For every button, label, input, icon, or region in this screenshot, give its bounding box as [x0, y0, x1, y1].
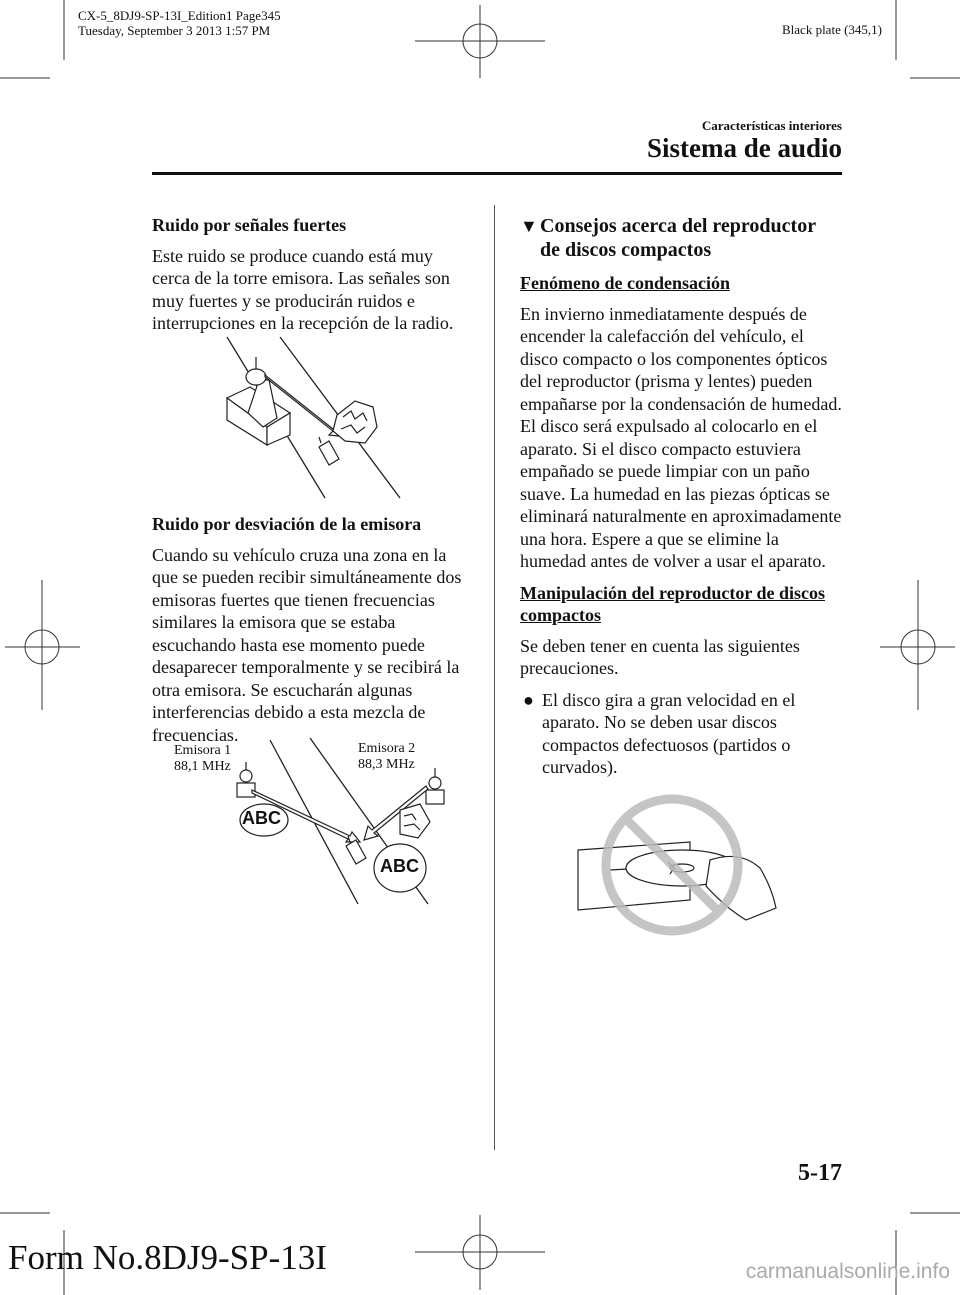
paragraph-strong-signal: Este ruido se produce cuando está muy cerca de la torre emisora. Las señales son muy fuertes y se producirán ruidos e interrupciones en la recepción de la radio. [152, 245, 454, 333]
car-icon [319, 437, 339, 465]
print-file-info: CX-5_8DJ9-SP-13I_Edition1 Page345 [78, 8, 281, 23]
figure-strong-signal-noise [215, 335, 415, 500]
precautions-list [520, 689, 842, 779]
paragraph-cd-handling: Se deben tener en cuenta las siguientes precauciones. [520, 635, 800, 678]
page-number: 5-17 [798, 1160, 842, 1186]
form-number: Form No.8DJ9-SP-13I [8, 1238, 327, 1277]
tower-2-icon [426, 768, 444, 804]
column-divider [494, 205, 495, 1150]
figure-station-drift [160, 738, 460, 908]
station-2-label: Emisora 2 88,3 MHz [358, 741, 416, 772]
noise-icon [333, 401, 377, 443]
subheading-station-drift: Ruido por desviación de la emisora [152, 514, 422, 534]
list-item: ● El disco gira a gran velocidad en el aparato. No se deben usar discos compactos defectuosos (partidos o curvados). [523, 689, 796, 777]
right-column [520, 214, 842, 779]
paragraph-station-drift: Cuando su vehículo cruza una zona en la que se pueden recibir simultáneamente dos emisoras fuertes que tienen frecuencias similares la emisora que se estaba escuchando hasta ese momento puede desaparecer temporalmente y se recibirá la otra emisora. Se escucharán algunas interferencias debido a esta mezcla de frecuencias. [152, 544, 462, 745]
bullet-icon: ● [523, 689, 534, 710]
section-name: Características interiores [701, 118, 842, 133]
subheading-cd-handling: Manipulación del reproductor de discos compactos [520, 582, 826, 625]
left-column-top [152, 214, 474, 344]
section-heading-cd-tips: ▼ Consejos acerca del reproductor de discos compactos [520, 215, 817, 261]
header-rule [152, 172, 842, 175]
station-drift-drawing [160, 738, 460, 908]
signal-abc-2-text: ABC [380, 856, 419, 876]
noise-2-icon [400, 804, 430, 838]
watermark: carmanualsonline.info [745, 1260, 950, 1283]
figure-no-damaged-disc [570, 790, 780, 940]
station-1-label: Emisora 1 88,1 MHz [174, 743, 232, 774]
left-column-bottom [152, 513, 474, 755]
print-meta [78, 8, 281, 38]
print-date-info: Tuesday, September 3 2013 1:57 PM [78, 23, 271, 38]
subheading-condensation: Fenómeno de condensación [520, 273, 731, 293]
tower-icon [227, 357, 290, 445]
paragraph-condensation: En invierno inmediatamente después de encender la calefacción del vehículo, el disco compacto o los componentes ópticos del reproductor (prisma y lentes) pueden empañarse por la condensación de humedad. El disco será expulsado al colocarlo en el aparato. Si el disco compacto estuviera empañado se puede limpiar con un paño suave. La humedad en las piezas ópticas se eliminará naturalmente en aproximadamente una hora. Espere a que se elimine la humedad antes de volver a usar el aparato. [520, 303, 842, 571]
triangle-bullet-icon: ▼ [520, 216, 538, 236]
plate-info: Black plate (345,1) [782, 22, 882, 37]
signal-abc-1-text: ABC [242, 808, 281, 828]
subheading-strong-signal: Ruido por señales fuertes [152, 215, 347, 235]
car-icon [346, 836, 366, 864]
page-title: Sistema de audio [646, 133, 842, 163]
